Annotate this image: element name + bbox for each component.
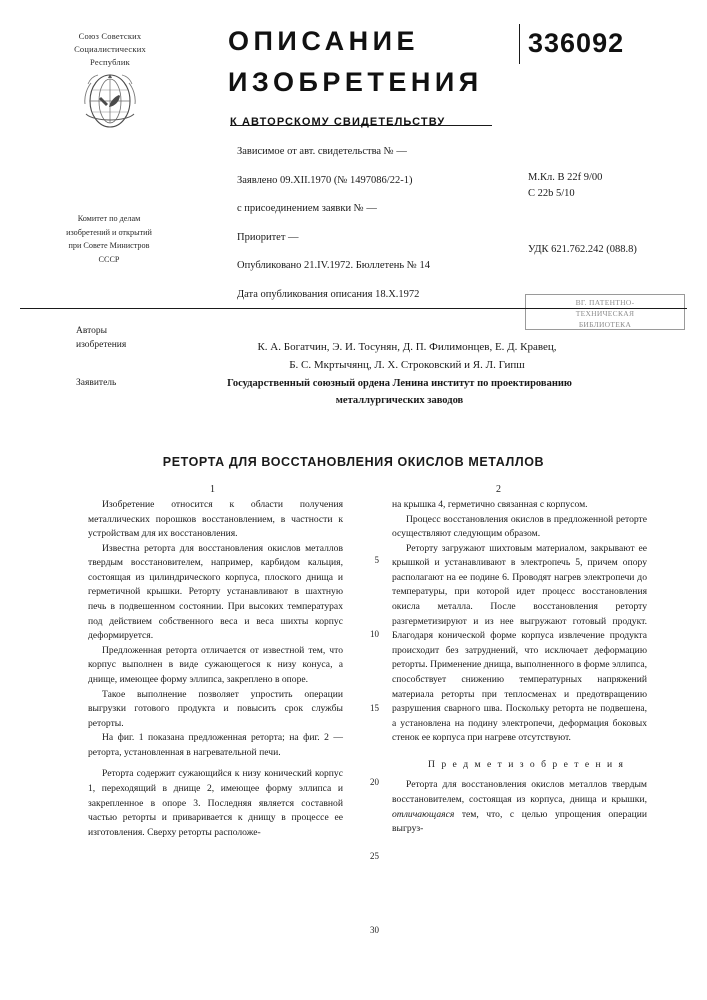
title-opisanie: ОПИСАНИЕ [228, 26, 420, 56]
paragraph: На фиг. 1 показана предложенная реторта; на фиг. 2 — реторта, установленная в нагревательной печи. [88, 732, 343, 758]
meta-description-date: Дата опубликования описания 18.X.1972 [237, 288, 420, 300]
paragraph: Предложенная реторта отличается от известной тем, что корпус выполнен в виде сужающегося к низу конуса, а днище, имеющее форму эллипса, закреплено в опоре. [88, 644, 343, 685]
claim-distinguishing-term: отличающаяся [392, 808, 455, 820]
committee-line-1: Комитет по делам [77, 214, 141, 223]
column-number-right: 2 [496, 484, 501, 495]
body-column-right [392, 498, 647, 837]
stamp-line-1: ВГ. ПАТЕНТНО- [575, 298, 635, 307]
body-column-left [88, 498, 343, 840]
ipc-line-1: М.Кл. B 22f 9/00 [528, 172, 603, 183]
ipc-line-2: C 22b 5/10 [528, 187, 575, 199]
authors-line-2: Б. С. Мкртычянц, Л. Х. Строковский и Я. Л. Гипш [289, 359, 525, 372]
column-number-left: 1 [210, 484, 215, 495]
patent-number: 336092 [528, 28, 625, 58]
paragraph: на крышка 4, герметично связанная с корпусом. [392, 499, 588, 510]
invention-title: РЕТОРТА ДЛЯ ВОССТАНОВЛЕНИЯ ОКИСЛОВ МЕТАЛЛОВ [162, 455, 545, 469]
stamp-line-2: ТЕХНИЧЕСКАЯ [575, 308, 635, 318]
authors-names [147, 338, 667, 374]
paragraph: Реторту загружают шихтовым материалом, закрывают ее крышкой и устанавливают в электропечь 5, причем опору располагают на ее подине 6. Проводят нагрев электропечи до температуры, при которой идет процесс восстановления окисла металла. После восстановления реторту разгерметизируют и из нее выгружают готовый продукт. Благодаря конической форме корпуса извлечение продукта происходит без затруднений, что исключает деформацию реторты. Применение днища, выполненного в форме эллипса, способствует снижению температурных напряжений материала реторты при теплосменах и предотвращению разрушения сварного шва. Поскольку реторта не подвешена, а установлена на подину электропечи, деформация боковых стенок ее корпуса при нагреве отсутствуют. [392, 542, 647, 744]
title-izobreteniya: ИЗОБРЕТЕНИЯ [228, 67, 483, 97]
authors-line-1: К. А. Богатчин, Э. И. Тосунян, Д. П. Филимонцев, Е. Д. Кравец, [257, 341, 557, 353]
meta-priority: Приоритет — [237, 231, 299, 243]
committee-line-4: СССР [98, 254, 120, 264]
line-number-10: 10 [370, 629, 379, 639]
authors-label-line-1: Авторы [76, 326, 108, 336]
header-separator-rule [20, 308, 687, 309]
title-block [228, 22, 528, 128]
meta-dependent: Зависимое от авт. свидетельства № — [237, 146, 407, 157]
body-columns [0, 498, 707, 928]
paragraph: Такое выполнение позволяет упростить операции выгрузки готового продукта и повысить срок службы реторты. [88, 688, 343, 729]
authors-label [76, 324, 126, 353]
stamp-line-3: БИБЛИОТЕКА [578, 319, 632, 329]
paragraph: Изобретение относится к области получения металлических порошков восстановлением, в частности к устройствам для их восстановления. [88, 499, 343, 540]
ussr-emblem-icon [82, 70, 138, 132]
applicant-name [132, 376, 667, 410]
line-number-20: 20 [370, 777, 379, 787]
claims-heading: П р е д м е т и з о б р е т е н и я [428, 758, 625, 770]
line-number-30: 30 [370, 925, 379, 935]
bibliographic-meta [237, 147, 527, 318]
meta-joined-application: с присоединением заявки № — [237, 203, 377, 214]
line-number-5: 5 [374, 555, 379, 565]
committee-line-3: при Совете Министров [68, 241, 150, 251]
applicant-line-2: металлургических заводов [335, 394, 464, 406]
issuing-country [20, 30, 200, 70]
udk-classification: УДК 621.762.242 (088.8) [528, 244, 637, 255]
claim-paragraph: Реторта для восстановления окислов металлов твердым восстановителем, состоящая из корпуса, днища и крышки, отличающаяся тем, что, с целью упрощения операции выгруз- [392, 779, 647, 835]
committee-line-2: изобретений и открытий [66, 227, 152, 237]
title-k-avtorskomu-svidetelstvu: К АВТОРСКОМУ СВИДЕТЕЛЬСТВУ [230, 116, 446, 128]
document-header [0, 22, 707, 329]
ipc-classification [528, 170, 602, 202]
authors-section [0, 319, 707, 422]
line-number-15: 15 [370, 703, 379, 713]
paragraph: Процесс восстановления окислов в предложенной реторте осуществляют следующим образом. [392, 513, 647, 540]
committee-name [14, 212, 204, 266]
title-underline [230, 125, 492, 126]
meta-published: Опубликовано 21.IV.1972. Бюллетень № 14 [237, 260, 430, 271]
country-line-3: Республик [90, 57, 130, 68]
header-divider [519, 24, 520, 64]
paragraph: Известна реторта для восстановления окислов металлов твердым восстановителем, например, карбидом кальция, состоящая из цилиндрического корпуса, плоского днища и герметичной крышки. Реторту устанавливают в шахтную печь в подвешенном состоянии. При высоких температурах под действием собственного веса и веса шихты корпус деформируется. [88, 542, 343, 642]
country-line-1: Союз Советских [78, 31, 142, 41]
paragraph: Реторта содержит сужающийся к низу конический корпус 1, переходящий в днище 2, имеющее форму эллипса и закрепленное в опоре 3. Последняя является составной частью реторты и приваривается к днищу в процессе ее изготовления. Сверху реторты расположе- [88, 768, 343, 838]
applicant-line-1: Государственный союзный ордена Ленина институт по проектированию [227, 378, 572, 389]
authors-label-line-2: изобретения [76, 340, 127, 351]
line-number-25: 25 [370, 851, 379, 861]
country-line-2: Социалистических [74, 44, 146, 55]
applicant-label: Заявитель [76, 378, 117, 388]
meta-filed: Заявлено 09.XII.1970 (№ 1497086/22-1) [237, 174, 413, 186]
